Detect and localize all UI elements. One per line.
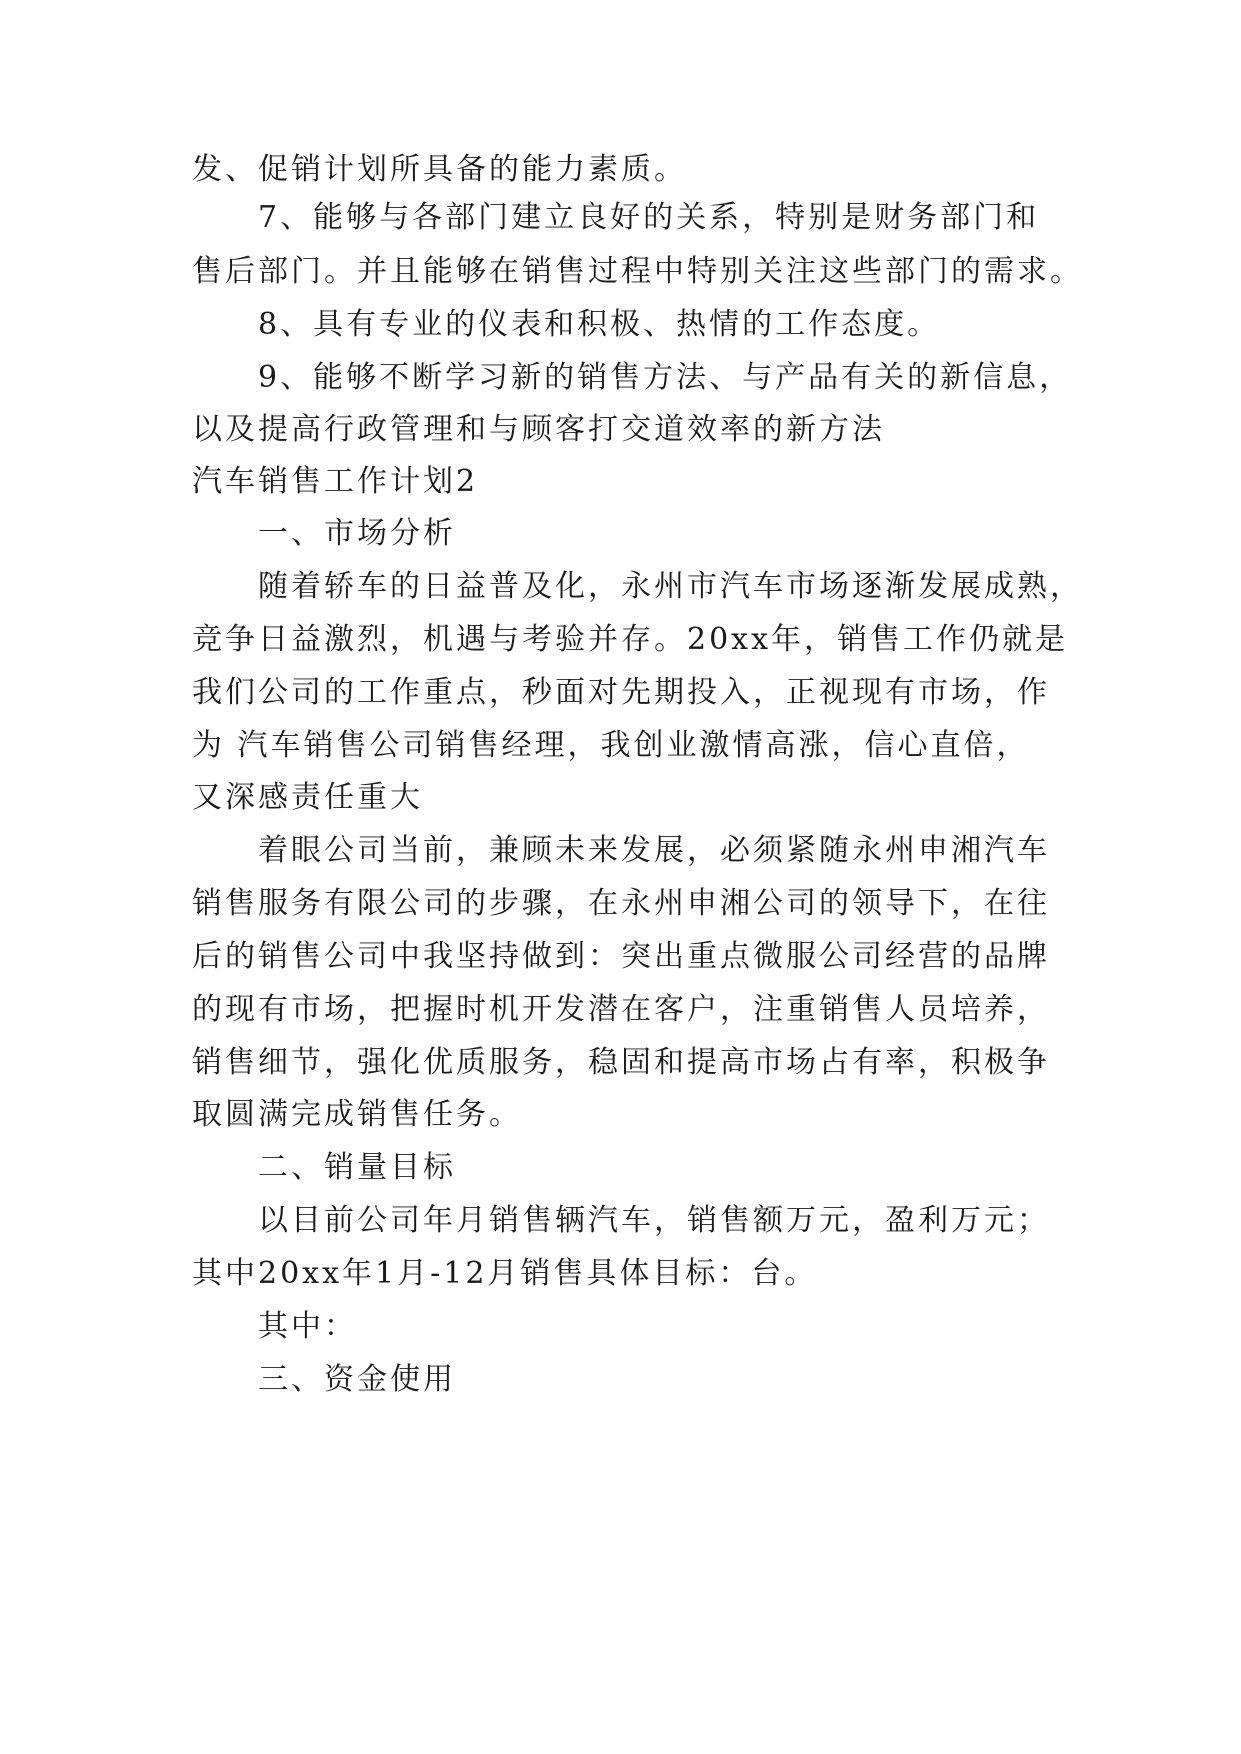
list-item-7: 7、能够与各部门建立良好的关系，特别是财务部门和 [258,200,1040,235]
heading-sales-target: 二、销量目标 [258,1150,456,1185]
paragraph-line: 销售服务有限公司的步骤，在永州申湘公司的领导下，在往 [192,886,1050,921]
heading-fund-usage: 三、资金使用 [258,1362,456,1397]
paragraph-line: 我们公司的工作重点，秒面对先期投入，正视现有市场，作 [192,675,1050,710]
paragraph-line: 销售细节，强化优质服务，稳固和提高市场占有率，积极争 [192,1045,1050,1080]
paragraph-line: 又深感责任重大 [192,780,423,815]
paragraph-line: 的现有市场，把握时机开发潜在客户，注重销售人员培养， [192,992,1050,1027]
text-line: 售后部门。并且能够在销售过程中特别关注这些部门的需求。 [192,254,1083,289]
text-line: 以及提高行政管理和与顾客打交道效率的新方法 [192,412,885,447]
paragraph-line: 以目前公司年月销售辆汽车，销售额万元，盈利万元； [258,1203,1050,1238]
heading-market-analysis: 一、市场分析 [258,516,456,551]
paragraph-line: 着眼公司当前，兼顾未来发展，必须紧随永州申湘汽车 [258,833,1050,868]
paragraph-line: 为 汽车销售公司销售经理，我创业激情高涨，信心直倍， [192,728,1030,763]
paragraph-line: 其中20xx年1月-12月销售具体目标：台。 [192,1256,818,1291]
section-title: 汽车销售工作计划2 [192,464,479,499]
paragraph-line: 随着轿车的日益普及化，永州市汽车市场逐渐发展成熟， [258,569,1083,604]
paragraph-line: 后的销售公司中我坚持做到：突出重点微服公司经营的品牌 [192,939,1050,974]
paragraph-line: 竞争日益激烈，机遇与考验并存。20xx年，销售工作仍就是 [192,622,1069,657]
list-item-9: 9、能够不断学习新的销售方法、与产品有关的新信息， [258,360,1073,395]
text-line: 发、促销计划所具备的能力素质。 [192,152,687,187]
paragraph-line: 取圆满完成销售任务。 [192,1097,522,1132]
list-item-8: 8、具有专业的仪表和积极、热情的工作态度。 [258,307,941,342]
paragraph-line: 其中： [258,1309,357,1344]
